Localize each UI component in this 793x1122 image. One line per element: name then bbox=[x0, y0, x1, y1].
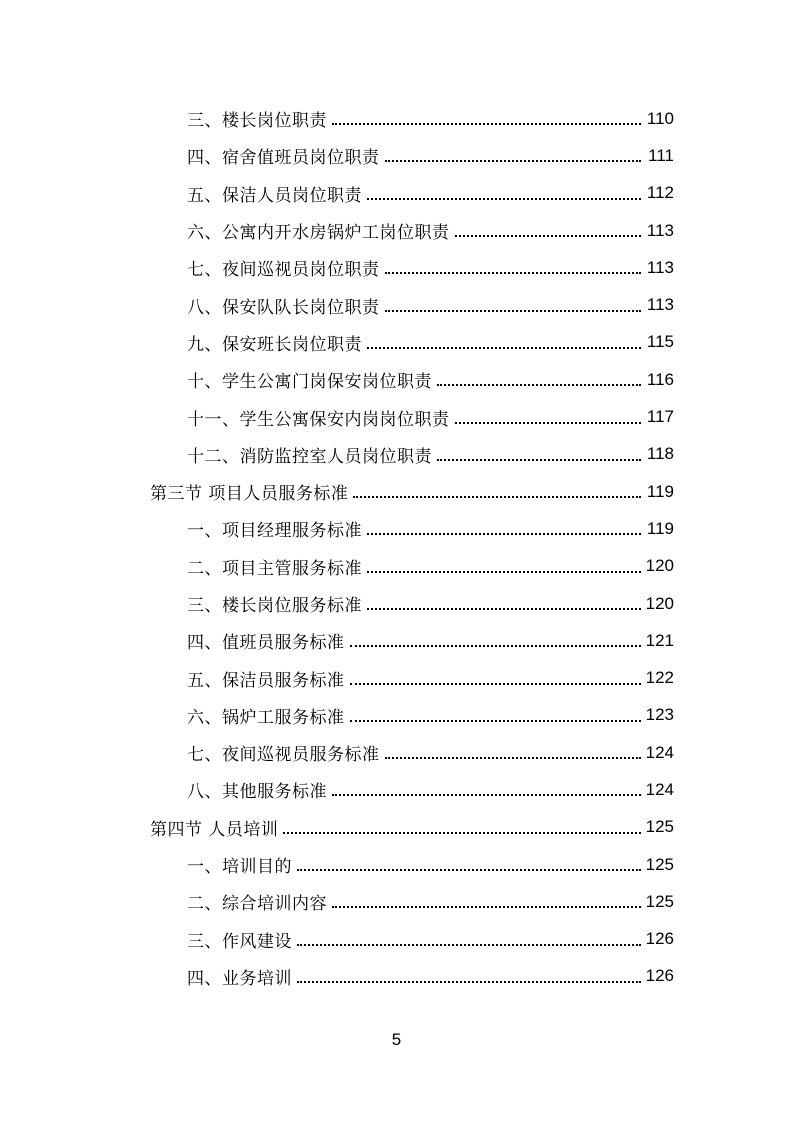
toc-entry-title: 三、作风建设 bbox=[187, 931, 292, 952]
toc-dot-leader bbox=[437, 458, 641, 461]
toc-entry-page-number: 118 bbox=[646, 444, 674, 464]
toc-entry-title: 十、学生公寓门岗保安岗位职责 bbox=[187, 372, 432, 393]
toc-dot-leader bbox=[332, 122, 641, 125]
toc-entry[interactable] bbox=[150, 958, 674, 995]
toc-entry[interactable] bbox=[150, 734, 674, 771]
toc-entry-title: 三、楼长岗位服务标准 bbox=[187, 596, 362, 616]
toc-entry-title: 九、保安班长岗位职责 bbox=[187, 334, 362, 355]
toc-dot-leader bbox=[455, 421, 642, 424]
toc-entry[interactable] bbox=[150, 286, 674, 323]
toc-entry-title: 七、夜间巡视员服务标准 bbox=[187, 745, 380, 766]
toc-entry-page-number: 121 bbox=[645, 630, 674, 650]
toc-entry-title: 八、其他服务标准 bbox=[187, 782, 327, 803]
toc-entry-title: 七、夜间巡视员岗位职责 bbox=[187, 260, 380, 281]
toc-entry-title: 六、公寓内开水房锅炉工岗位职责 bbox=[187, 223, 450, 244]
toc-entry[interactable] bbox=[150, 921, 674, 958]
toc-section-entry[interactable] bbox=[150, 809, 674, 846]
toc-entry-page-number: 113 bbox=[646, 220, 674, 240]
toc-dot-leader bbox=[367, 532, 641, 535]
toc-dot-leader bbox=[455, 234, 642, 237]
toc-entry[interactable] bbox=[150, 398, 674, 435]
toc-entry[interactable] bbox=[150, 659, 674, 696]
toc-entry[interactable] bbox=[150, 846, 674, 883]
toc-entry[interactable] bbox=[150, 771, 674, 808]
toc-entry-title: 四、值班员服务标准 bbox=[187, 633, 345, 654]
toc-entry[interactable] bbox=[150, 622, 674, 659]
toc-entry-title: 十一、学生公寓保安内岗岗位职责 bbox=[187, 409, 450, 430]
toc-entry-title: 第四节 人员培训 bbox=[150, 819, 279, 840]
toc-entry-title: 四、宿舍值班员岗位职责 bbox=[187, 148, 380, 169]
toc-entry-page-number: 113 bbox=[646, 257, 674, 277]
toc-dot-leader bbox=[283, 831, 641, 834]
toc-entry-page-number: 126 bbox=[645, 966, 674, 986]
toc-entry-page-number: 120 bbox=[645, 593, 674, 613]
toc-entry[interactable] bbox=[150, 436, 674, 473]
toc-dot-leader bbox=[332, 905, 641, 908]
toc-dot-leader bbox=[350, 644, 642, 647]
toc-entry-title: 四、业务培训 bbox=[187, 968, 292, 989]
toc-dot-leader bbox=[367, 607, 641, 610]
toc-dot-leader bbox=[367, 197, 641, 200]
toc-entry-page-number: 119 bbox=[646, 481, 674, 501]
toc-dot-leader bbox=[367, 570, 641, 573]
toc-dot-leader bbox=[350, 719, 642, 722]
toc-entry[interactable] bbox=[150, 697, 674, 734]
toc-entry-page-number: 119 bbox=[646, 518, 674, 538]
toc-entry-title: 六、锅炉工服务标准 bbox=[187, 707, 345, 728]
toc-entry-page-number: 117 bbox=[646, 407, 674, 427]
table-of-contents bbox=[150, 100, 674, 995]
toc-entry-page-number: 125 bbox=[645, 891, 674, 911]
toc-entry-page-number: 125 bbox=[645, 817, 674, 837]
toc-entry-page-number: 126 bbox=[645, 929, 674, 949]
toc-dot-leader bbox=[367, 346, 641, 349]
toc-entry[interactable] bbox=[150, 100, 674, 137]
toc-entry-title: 二、综合培训内容 bbox=[187, 894, 327, 915]
toc-entry-title: 一、培训目的 bbox=[187, 857, 292, 878]
toc-dot-leader bbox=[385, 756, 642, 759]
toc-entry[interactable] bbox=[150, 212, 674, 249]
toc-entry-page-number: 110 bbox=[646, 108, 674, 128]
toc-dot-leader bbox=[297, 943, 641, 946]
toc-entry[interactable] bbox=[150, 510, 674, 547]
toc-entry-title: 一、项目经理服务标准 bbox=[187, 521, 362, 542]
toc-entry-page-number: 113 bbox=[646, 295, 674, 315]
toc-dot-leader bbox=[385, 271, 642, 274]
toc-entry-page-number: 111 bbox=[648, 145, 674, 165]
toc-dot-leader bbox=[353, 495, 641, 498]
toc-dot-leader bbox=[350, 682, 642, 685]
toc-entry-title: 八、保安队队长岗位职责 bbox=[187, 297, 380, 318]
toc-dot-leader bbox=[332, 793, 641, 796]
toc-entry[interactable] bbox=[150, 361, 674, 398]
toc-entry-title: 三、楼长岗位职责 bbox=[187, 111, 327, 132]
toc-entry-page-number: 123 bbox=[645, 705, 674, 725]
toc-entry-page-number: 124 bbox=[645, 779, 674, 799]
toc-entry-page-number: 112 bbox=[646, 183, 674, 203]
page-number: 5 bbox=[391, 1030, 402, 1049]
toc-section-entry[interactable] bbox=[150, 473, 674, 510]
toc-dot-leader bbox=[437, 383, 641, 386]
toc-dot-leader bbox=[297, 980, 641, 983]
toc-entry-page-number: 122 bbox=[645, 668, 674, 688]
toc-entry[interactable] bbox=[150, 175, 674, 212]
toc-entry-page-number: 115 bbox=[646, 332, 674, 352]
toc-entry[interactable] bbox=[150, 324, 674, 361]
toc-entry-page-number: 125 bbox=[645, 854, 674, 874]
toc-entry[interactable] bbox=[150, 585, 674, 622]
toc-entry[interactable] bbox=[150, 249, 674, 286]
toc-entry[interactable] bbox=[150, 883, 674, 920]
toc-entry-page-number: 124 bbox=[645, 742, 674, 762]
toc-entry[interactable] bbox=[150, 548, 674, 585]
toc-entry-title: 五、保洁员服务标准 bbox=[187, 670, 345, 691]
toc-dot-leader bbox=[385, 309, 642, 312]
toc-entry-title: 五、保洁人员岗位职责 bbox=[187, 185, 362, 206]
toc-entry-title: 十二、消防监控室人员岗位职责 bbox=[187, 446, 432, 467]
toc-dot-leader bbox=[385, 159, 642, 162]
toc-entry-page-number: 116 bbox=[646, 369, 674, 389]
toc-entry-title: 第三节 项目人员服务标准 bbox=[150, 484, 349, 505]
toc-dot-leader bbox=[297, 868, 641, 871]
toc-entry-page-number: 120 bbox=[645, 556, 674, 576]
toc-entry[interactable] bbox=[150, 137, 674, 174]
toc-entry-title: 二、项目主管服务标准 bbox=[187, 558, 362, 579]
